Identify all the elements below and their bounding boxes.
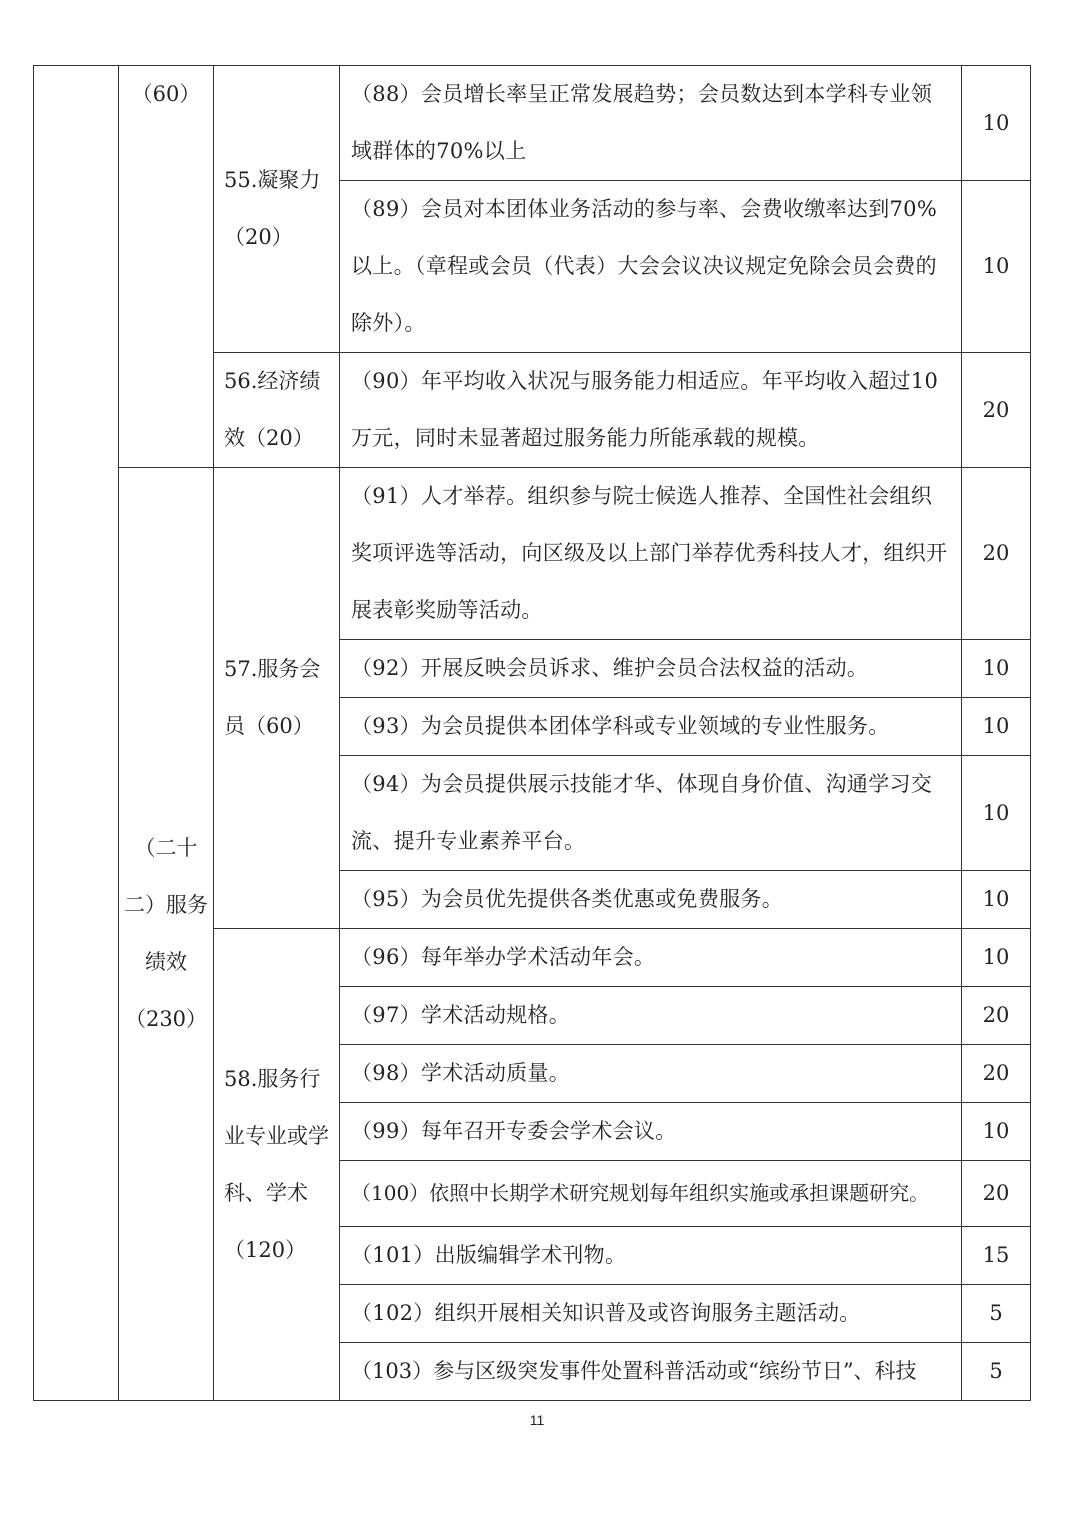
indicator-cell-56: 56.经济绩效（20） xyxy=(214,353,340,468)
criterion-cell: （88）会员增长率呈正常发展趋势；会员数达到本学科专业领域群体的70%以上 xyxy=(340,66,962,181)
criterion-cell: （92）开展反映会员诉求、维护会员合法权益的活动。 xyxy=(340,640,962,698)
score-cell: 10 xyxy=(962,871,1031,929)
score-cell: 10 xyxy=(962,698,1031,756)
score-cell: 20 xyxy=(962,353,1031,468)
criterion-cell: （103）参与区级突发事件处置科普活动或“缤纷节日”、科技 xyxy=(340,1343,962,1401)
evaluation-table xyxy=(33,65,1031,1401)
score-cell: 20 xyxy=(962,1161,1031,1227)
criterion-cell: （95）为会员优先提供各类优惠或免费服务。 xyxy=(340,871,962,929)
criterion-cell: （101）出版编辑学术刊物。 xyxy=(340,1227,962,1285)
table-row xyxy=(34,468,1031,640)
score-cell: 10 xyxy=(962,929,1031,987)
criterion-cell: （100）依照中长期学术研究规划每年组织实施或承担课题研究。 xyxy=(340,1161,962,1227)
criterion-cell: （90）年平均收入状况与服务能力相适应。年平均收入超过10万元，同时未显著超过服务能力所能承载的规模。 xyxy=(340,353,962,468)
score-cell: 20 xyxy=(962,1045,1031,1103)
criterion-cell: （97）学术活动规格。 xyxy=(340,987,962,1045)
score-cell: 10 xyxy=(962,640,1031,698)
criterion-cell: （98）学术活动质量。 xyxy=(340,1045,962,1103)
table-row xyxy=(34,66,1031,181)
score-cell: 20 xyxy=(962,468,1031,640)
criterion-cell: （93）为会员提供本团体学科或专业领域的专业性服务。 xyxy=(340,698,962,756)
score-cell: 10 xyxy=(962,1103,1031,1161)
criterion-cell: （96）每年举办学术活动年会。 xyxy=(340,929,962,987)
score-cell: 5 xyxy=(962,1285,1031,1343)
criterion-cell: （91）人才举荐。组织参与院士候选人推荐、全国性社会组织奖项评选等活动，向区级及以上部门举荐优秀科技人才，组织开展表彰奖励等活动。 xyxy=(340,468,962,640)
score-cell: 5 xyxy=(962,1343,1031,1401)
score-cell: 10 xyxy=(962,66,1031,181)
criterion-cell: （102）组织开展相关知识普及或咨询服务主题活动。 xyxy=(340,1285,962,1343)
criterion-cell: （99）每年召开专委会学术会议。 xyxy=(340,1103,962,1161)
score-cell: 15 xyxy=(962,1227,1031,1285)
score-cell: 10 xyxy=(962,181,1031,353)
score-cell: 20 xyxy=(962,987,1031,1045)
indicator-cell-58: 58.服务行业专业或学科、学术（120） xyxy=(214,929,340,1401)
page-number: 11 xyxy=(529,1412,545,1428)
score-cell: 10 xyxy=(962,756,1031,871)
section-cell-continued: （60） xyxy=(119,66,214,468)
criterion-cell: （94）为会员提供展示技能才华、体现自身价值、沟通学习交流、提升专业素养平台。 xyxy=(340,756,962,871)
criterion-cell: （89）会员对本团体业务活动的参与率、会费收缴率达到70%以上。（章程或会员（代表）大会会议决议规定免除会员会费的除外）。 xyxy=(340,181,962,353)
indicator-cell-57: 57.服务会员（60） xyxy=(214,468,340,929)
section-cell-22: （二十二）服务绩效（230） xyxy=(119,468,214,1401)
indicator-cell-55: 55.凝聚力（20） xyxy=(214,66,340,353)
category-cell xyxy=(34,66,119,1401)
